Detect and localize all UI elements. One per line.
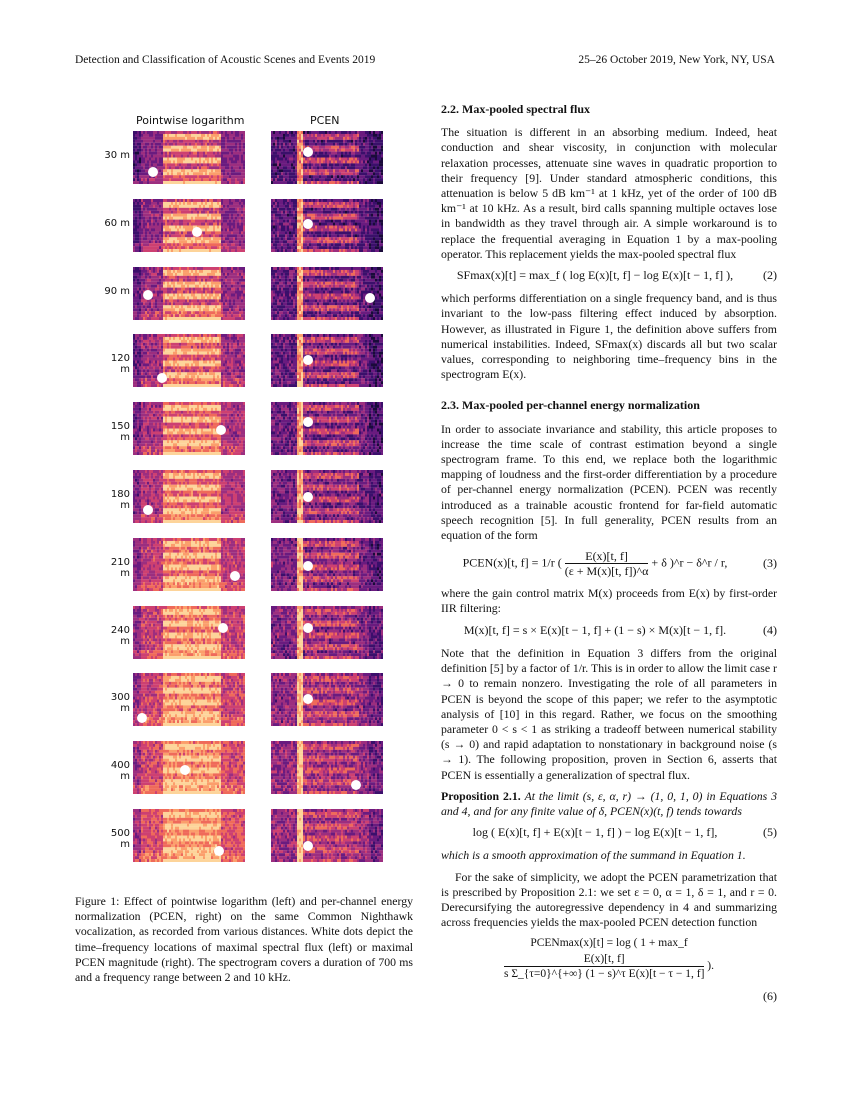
equation-6-end: ). [707, 960, 714, 972]
max-location-dot [303, 841, 313, 851]
equation-5-number: (5) [749, 825, 777, 840]
max-location-dot [157, 373, 167, 383]
spectrogram-log [133, 199, 245, 252]
max-location-dot [303, 355, 313, 365]
max-location-dot [351, 780, 361, 790]
figure-caption: Figure 1: Effect of pointwise logarithm (left) and per-channel energy normalization (PCEN, right) on the same Common Nighthawk vocalization, as recorded from various distances. White dots depict the time–frequency locations of maximal spectral flux (left) or maximal PCEN magnitude (right). The spectrogram covers a duration of 700 ms and a frequency range between 2 and 10 kHz. [75, 894, 413, 985]
max-location-dot [148, 167, 158, 177]
spectrogram-log [133, 741, 245, 794]
spectrogram-pcen [271, 199, 383, 252]
section-2-3-para-3: Note that the definition in Equation 3 differs from the original definition [5] by a factor of 1/r. This is in order to allow the limit case r → 0 to remain nonzero. Investigating the role of all parameters in PCEN is beyond the scope of this paper; we refer to the asymptotic analysis of [10] in this regard. Rather, we focus on the smoothing parameter 0 < s < 1 as striking a tradeoff between numerical stability (s → 0) and rapid adaptation to nonstationary in background noise (s → 1). The following proposition, proven in Section 6, asserts that PCEN is essentially a generalization of spectral flux. [441, 646, 777, 783]
equation-3: PCEN(x)[t, f] = 1/r ( $\frac{E(x)[t, f]}{(\varepsilon + M(x)[t, f])\^{}\alpha}$ + δ )^r − δ^r / r, (3) [441, 549, 777, 578]
equation-6-top: E(x)[t, f] [504, 952, 704, 966]
section-2-2-para-2: which performs differentiation on a single frequency band, and is thus invariant to the low-pass filtering effect induced by absorption. However, as illustrated in Figure 1, the definition above suffers from numerical instabilities. Indeed, SFmax(x) discards all but two scalar values, corresponding to neighboring time–frequency bins in the spectrogram E(x). [441, 291, 777, 382]
equation-6-bottom: s Σ_{τ=0}^{+∞} (1 − s)^τ E(x)[t − τ − 1, f] [504, 966, 704, 981]
max-location-dot [180, 765, 190, 775]
max-location-dot [230, 571, 240, 581]
header-left: Detection and Classification of Acoustic Scenes and Events 2019 [75, 54, 375, 66]
max-location-dot [303, 561, 313, 571]
row-label: 90 m [100, 286, 130, 297]
header-right: 25–26 October 2019, New York, NY, USA [578, 54, 775, 66]
max-location-dot [303, 623, 313, 633]
max-location-dot [303, 694, 313, 704]
max-location-dot [143, 505, 153, 515]
section-2-3-title: 2.3. Max-pooled per-channel energy normalization [441, 398, 777, 413]
row-label: 210 m [100, 557, 130, 579]
equation-6-number: (6) [441, 989, 777, 1004]
spectrogram-log [133, 538, 245, 591]
row-label: 240 m [100, 625, 130, 647]
spectrogram-pcen [271, 741, 383, 794]
equation-5 [441, 825, 777, 840]
row-label: 400 m [100, 760, 130, 782]
equation-3-rest: + δ )^r − δ^r / r, [651, 556, 727, 570]
row-label: 120 m [100, 353, 130, 375]
spectrogram-log [133, 334, 245, 387]
right-column [441, 102, 777, 1004]
spectrogram-pcen [271, 131, 383, 184]
spectrogram-pcen [271, 334, 383, 387]
max-location-dot [143, 290, 153, 300]
section-2-3-para-4: For the sake of simplicity, we adopt the PCEN parametrization that is prescribed by Proposition 2.1: we set ε = 0, α = 1, δ = 1, and r = 0. Derecursifying the autoregressive dependency in 4 and summarizing across frequencies yields the max-pooled PCEN detection function [441, 870, 777, 931]
spectrogram-pcen [271, 267, 383, 320]
equation-3-top: E(x)[t, f] [565, 549, 649, 563]
spectrogram-pcen [271, 470, 383, 523]
equation-2 [441, 268, 777, 283]
equation-6-fraction [504, 952, 704, 981]
row-label: 300 m [100, 692, 130, 714]
equation-4-body: M(x)[t, f] = s × E(x)[t − 1, f] + (1 − s) × M(x)[t − 1, f]. [441, 623, 749, 638]
section-2-2-para-1: The situation is different in an absorbing medium. Indeed, heat conduction and shear viscosity, in conjunction with molecular relaxation processes, attenuate sine waves in quadratic proportion to their frequency [9]. Under standard atmospheric conditions, this attenuation is below 5 dB km⁻¹ at 1 kHz, yet of the order of 100 dB km⁻¹ at 10 kHz. As a result, bird calls spanning multiple octaves lose in bandwidth as they travel through air. A simple workaround is to replace the frequential averaging in Equation 1 by a max-pooling operator. This replacement yields the max-pooled spectral flux [441, 125, 777, 262]
max-location-dot [218, 623, 228, 633]
equation-3-number: (3) [749, 556, 777, 571]
equation-5-body: log ( E(x)[t, f] + E(x)[t − 1, f] ) − log E(x)[t − 1, f], [441, 825, 749, 840]
spectrogram-log [133, 470, 245, 523]
proposition-2-1 [441, 789, 777, 819]
row-label: 60 m [100, 218, 130, 229]
row-label: 180 m [100, 489, 130, 511]
proposition-end: which is a smooth approximation of the summand in Equation 1. [441, 848, 777, 863]
equation-3-fraction [565, 549, 649, 578]
spectrogram-log [133, 673, 245, 726]
spectrogram-pcen [271, 809, 383, 862]
spectrogram-log [133, 606, 245, 659]
max-location-dot [365, 293, 375, 303]
spectrogram-pcen [271, 673, 383, 726]
row-label: 150 m [100, 421, 130, 443]
equation-4 [441, 623, 777, 638]
equation-6 [441, 936, 777, 980]
equation-2-number: (2) [749, 268, 777, 283]
section-2-2-title: 2.2. Max-pooled spectral flux [441, 102, 777, 117]
proposition-title: Proposition 2.1. [441, 789, 521, 803]
spectrogram-log [133, 402, 245, 455]
max-location-dot [303, 492, 313, 502]
row-label: 30 m [100, 150, 130, 161]
equation-3-lhs: PCEN(x)[t, f] = [463, 556, 539, 570]
equation-2-body: SFmax(x)[t] = max_f ( log E(x)[t, f] − log E(x)[t − 1, f] ), [441, 268, 749, 283]
col-title-pcen: PCEN [310, 114, 340, 127]
proposition-text: At the limit (s, ε, α, r) → (1, 0, 1, 0) in Equations 3 and 4, and for any finite value of δ, PCEN(x)(t, f) tends towards [441, 789, 777, 818]
max-location-dot [192, 227, 202, 237]
spectrogram-log [133, 809, 245, 862]
spectrogram-pcen [271, 538, 383, 591]
section-2-3-para-2: where the gain control matrix M(x) proceeds from E(x) by first-order IIR filtering: [441, 586, 777, 616]
spectrogram-pcen [271, 606, 383, 659]
col-title-log: Pointwise logarithm [136, 114, 244, 127]
equation-6-lhs: PCENmax(x)[t] = log ( 1 + max_f [530, 937, 687, 949]
spectrogram-log [133, 267, 245, 320]
row-label: 500 m [100, 828, 130, 850]
page-header [75, 54, 775, 66]
spectrogram-log [133, 131, 245, 184]
section-2-3-para-1: In order to associate invariance and stability, this article proposes to increase the time scale of contrast estimation beyond a single spectrogram frame. To this end, we replace both the logarithmic mapping of loudness and the first-order differentiation by a procedure of per-channel energy normalization (PCEN). PCEN was recently introduced as a trainable acoustic frontend for far-field automatic speech recognition [5]. In full generality, PCEN results from an equation of the form [441, 422, 777, 544]
equation-3-bottom: (ε + M(x)[t, f])^α [565, 563, 649, 578]
equation-4-number: (4) [749, 623, 777, 638]
spectrogram-pcen [271, 402, 383, 455]
